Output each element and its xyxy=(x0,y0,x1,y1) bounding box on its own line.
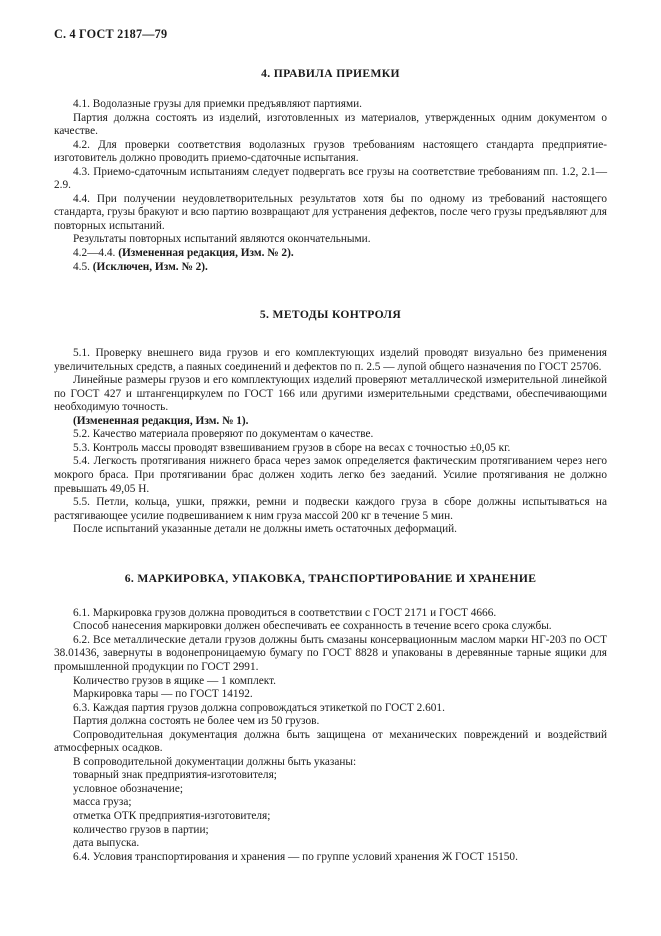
paragraph-6-2b: Количество грузов в ящике — 1 комплект. xyxy=(73,674,276,687)
list-item-trademark: товарный знак предприятия-изготовителя; xyxy=(73,769,277,782)
section-heading-4: 4. ПРАВИЛА ПРИЕМКИ xyxy=(261,67,400,80)
paragraph-6-2: 6.2. Все металлические детали грузов должны быть смазаны консервационным маслом марки НГ-203 по ОСТ 38.01436, завернуты в водонепроницаемую бумагу по ГОСТ 8828 и упакованы в деревянные тарные ящики для промышленной продукции по ГОСТ 2991. xyxy=(54,633,607,673)
note-bold-4-5: (Исключен, Изм. № 2). xyxy=(92,260,208,273)
paragraph-4-1b: Партия должна состоять из изделий, изготовленных из материалов, утвержденных одним документом о качестве. xyxy=(54,111,607,138)
section-4-body xyxy=(54,98,607,274)
paragraph-5-1-note xyxy=(54,415,607,429)
paragraph-4-1: 4.1. Водолазные грузы для приемки предъявляют партиями. xyxy=(73,98,362,110)
list-item-mass: масса груза; xyxy=(73,796,132,809)
paragraph-5-3: 5.3. Контроль массы проводят взвешиванием грузов в сборе на весах с точностью ±0,05 кг. xyxy=(73,441,511,454)
paragraph-5-5b: После испытаний указанные детали не должны иметь остаточных деформаций. xyxy=(73,523,457,536)
paragraph-4-5-note xyxy=(54,261,607,275)
list-item-otk-mark: отметка ОТК предприятия-изготовителя; xyxy=(73,809,271,822)
paragraph-6-1: 6.1. Маркировка грузов должна проводиться в соответствии с ГОСТ 2171 и ГОСТ 4666. xyxy=(73,606,497,619)
list-item-quantity: количество грузов в партии; xyxy=(73,823,209,836)
paragraph-5-1: 5.1. Проверку внешнего вида грузов и его комплектующих изделий проводят визуально без применения увеличительных средств, а паяных соединений и дефектов по п. 2.5 — лупой общего назначения по ГОСТ 25706. xyxy=(54,347,607,373)
note-bold-5-1: (Измененная редакция, Изм. № 1). xyxy=(73,414,249,427)
paragraph-6-3: 6.3. Каждая партия грузов должна сопровождаться этикеткой по ГОСТ 2.601. xyxy=(73,701,445,714)
paragraph-4-2: 4.2. Для проверки соответствия водолазных грузов требованиям настоящего стандарта предприятие-изготовитель должно проводить приемо-сдаточные испытания. xyxy=(54,138,607,165)
paragraph-6-3b: Партия должна состоять не более чем из 50 грузов. xyxy=(73,715,320,728)
paragraph-5-4: 5.4. Легкость протягивания нижнего браса через замок определяется фактическим протягиванием через него мокрого браса. При протягивании брас должен ходить легко без заеданий. Усилие протягивания не должно превышать 49,05 Н. xyxy=(54,455,607,495)
paragraph-5-1b: Линейные размеры грузов и его комплектующих изделий проверяют металлической измерительной линейкой по ГОСТ 427 и штангенциркулем по ГОСТ 166 или другими измерительными средствами, обеспечивающими необходимую точность. xyxy=(54,374,607,414)
paragraph-6-2c: Маркировка тары — по ГОСТ 14192. xyxy=(73,688,253,701)
paragraph-4-4b: Результаты повторных испытаний являются окончательными. xyxy=(73,233,371,246)
paragraph-4-2-4-4-note xyxy=(54,247,607,261)
paragraph-4-3: 4.3. Приемо-сдаточным испытаниям следует подвергать все грузы на соответствие требованиям пп. 1.2, 2.1—2.9. xyxy=(54,165,607,192)
note-prefix-4-5: 4.5. xyxy=(73,260,93,273)
paragraph-6-4: 6.4. Условия транспортирования и хранения — по группе условий хранения Ж ГОСТ 15150. xyxy=(73,850,518,863)
list-item-release-date: дата выпуска. xyxy=(73,837,140,850)
note-bold-4-2: (Измененная редакция, Изм. № 2). xyxy=(118,247,294,260)
note-prefix-4-2: 4.2—4.4. xyxy=(73,247,119,260)
paragraph-6-3d: В сопроводительной документации должны быть указаны: xyxy=(73,755,357,768)
section-6-body xyxy=(54,607,607,864)
section-5-body xyxy=(54,347,607,537)
paragraph-6-3c: Сопроводительная документация должна быть защищена от механических повреждений и воздействий атмосферных осадков. xyxy=(54,728,607,755)
page-content xyxy=(54,27,607,864)
paragraph-6-1b: Способ нанесения маркировки должен обеспечивать ее сохранность в течение всего срока службы. xyxy=(73,620,552,633)
paragraph-4-4: 4.4. При получении неудовлетворительных результатов хотя бы по одному из требований настоящего стандарта, грузы бракуют и всю партию возвращают для устранения дефектов, после чего грузы предъявляют для повторных испытаний. xyxy=(54,192,607,232)
paragraph-5-5: 5.5. Петли, кольца, ушки, пряжки, ремни и подвески каждого груза в сборе должны испытываться на растягивающее усилие подвешиванием к ним груза массой 200 кг в течение 5 мин. xyxy=(54,496,607,522)
paragraph-5-2: 5.2. Качество материала проверяют по документам о качестве. xyxy=(73,428,374,441)
section-heading-6: 6. МАРКИРОВКА, УПАКОВКА, ТРАНСПОРТИРОВАНИЕ И ХРАНЕНИЕ xyxy=(124,571,537,585)
section-heading-5: 5. МЕТОДЫ КОНТРОЛЯ xyxy=(259,308,402,322)
page-header: С. 4 ГОСТ 2187—79 xyxy=(54,27,168,41)
list-item-designation: условное обозначение; xyxy=(73,782,184,795)
